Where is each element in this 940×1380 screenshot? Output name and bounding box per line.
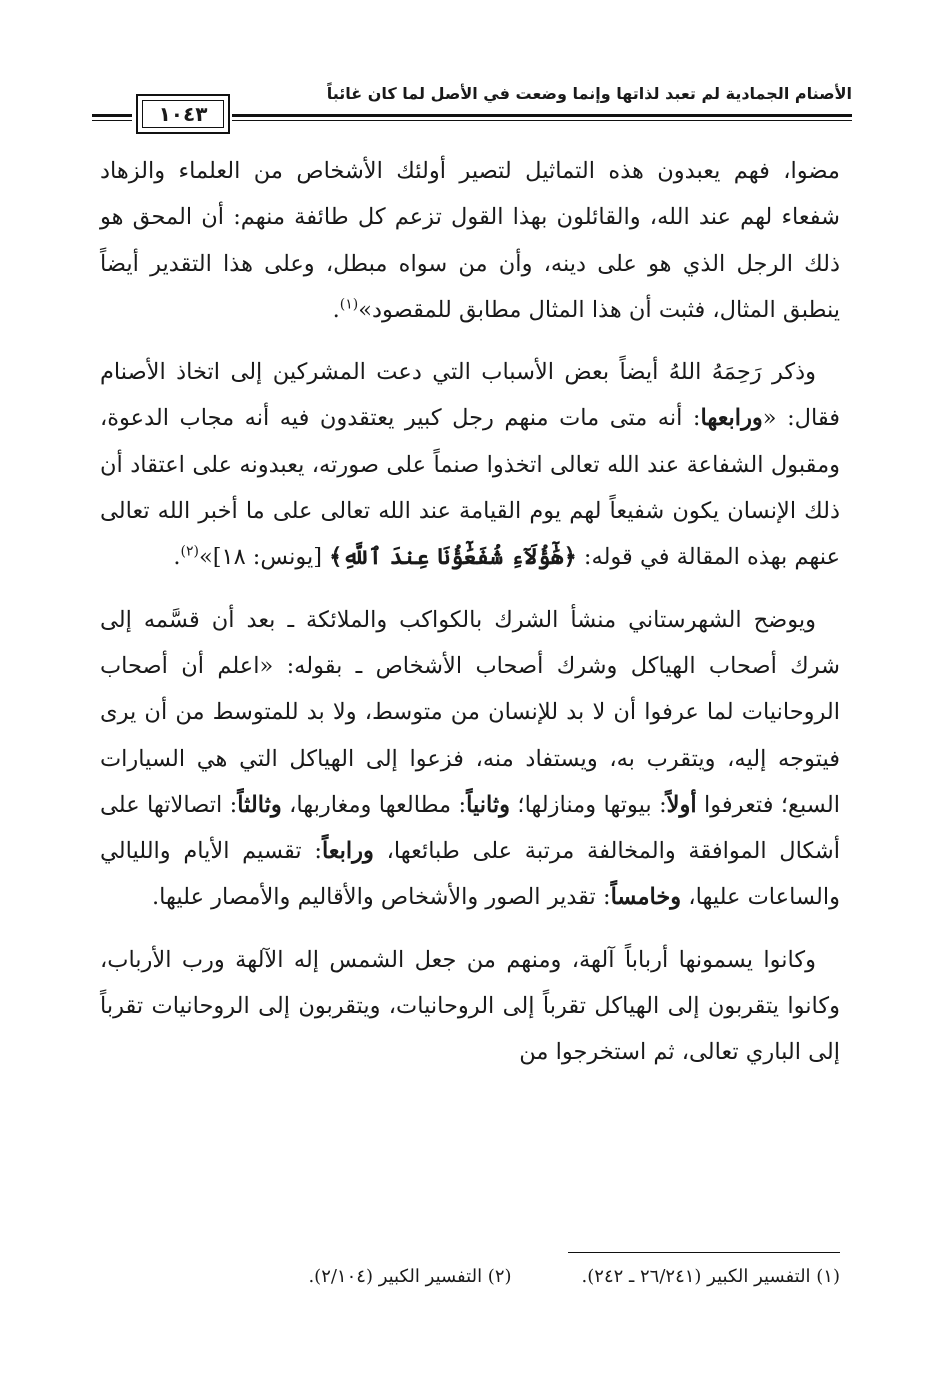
header-rule-left-thin (92, 120, 132, 121)
footnote-1: (١) التفسير الكبير (٢٦/٢٤١ ـ ٢٤٢). (581, 1266, 840, 1287)
footnotes (308, 1266, 840, 1287)
header-rule-left (92, 114, 132, 117)
footnote-2: (٢) التفسير الكبير (٢/١٠٤). (308, 1266, 512, 1287)
verse-reference: [يونس: ١٨]» (198, 544, 330, 571)
header-rule-thin (232, 120, 852, 121)
page-number-frame (136, 94, 230, 134)
quran-verse: ﴿هَٰٓؤُلَآءِ شُفَعَٰٓؤُنَا عِندَ ٱللَّهِ﴾ (329, 544, 577, 571)
running-title: الأصنام الجمادية لم تعبد لذاتها وإنما وضعت في الأصل لما كان غائباً (326, 84, 852, 103)
footnote-ref-2: (٢) (180, 543, 199, 560)
header-rule (232, 114, 852, 117)
page-header (92, 78, 852, 136)
paragraph-1: مضوا، فهم يعبدون هذه التماثيل لتصير أولئك الأشخاص من العلماء والزهاد شفعاء لهم عند الله، والقائلون بهذا القول تزعم كل طائفة منهم: أن المحق هو ذلك الرجل الذي هو على دينه، وأن من سواه مبطل، وعلى هذا التقدير أيضاً ينطبق المثال، فثبت أن هذا المثال مطابق للمقصود»$^{(١)}$. (100, 158, 840, 323)
page-number: ١٠٤٣ (142, 100, 224, 128)
footnote-separator (568, 1252, 840, 1253)
paragraph-4: وكانوا يسمونها أرباباً آلهة، ومنهم من جعل الشمس إله الآلهة ورب الأرباب، وكانوا يتقربون إلى الهياكل تقرباً إلى الروحانيات، ويتقربون إلى الروحانيات تقرباً إلى الباري تعالى، ثم استخرجوا من (100, 946, 840, 1066)
paragraph-3: ويوضح الشهرستاني منشأ الشرك بالكواكب والملائكة ـ بعد أن قسَّمه إلى شرك أصحاب الهياكل وشرك أصحاب الأشخاص ـ بقوله: «اعلم أن أصحاب الروحانيات لما عرفوا أن لا بد للإنسان من متوسط، ولا بد للمتوسط من أن يرى فيتوجه إليه، ويتقرب به، ويستفاد منه، فزعوا إلى الهياكل التي هي السيارات السبع؛ فتعرفوا أولاً: بيوتها ومنازلها؛ وثانياً: مطالعها ومغاربها، وثالثاً: اتصالاتها على أشكال الموافقة والمخالفة مرتبة على طبائعها، ورابعاً: تقسيم الأيام والليالي والساعات عليها، وخامساً: تقدير الصور والأشخاص والأقاليم والأمصار عليها. (100, 606, 840, 911)
paragraph-2: وذكر رَحِمَهُ اللهُ أيضاً بعض الأسباب التي دعت المشركين إلى اتخاذ الأصنام فقال: «ورابعها: أنه متى مات منهم رجل كبير يعتقدون فيه أنه مجاب الدعوة، ومقبول الشفاعة عند الله تعالى اتخذوا صنماً على صورته، يعبدونه على اعتقاد أن ذلك الإنسان يكون شفيعاً لهم يوم القيامة عند الله تعالى على ما أخبر الله تعالى عنهم بهذه المقالة في قوله: ﴿هَٰٓؤُلَآءِ شُفَعَٰٓؤُنَا عِندَ ٱللَّهِ﴾ [يونس: ١٨]»$^{(٢)}$. (100, 359, 840, 571)
main-text (100, 148, 840, 1092)
footnote-ref-1: (١) (339, 296, 359, 313)
